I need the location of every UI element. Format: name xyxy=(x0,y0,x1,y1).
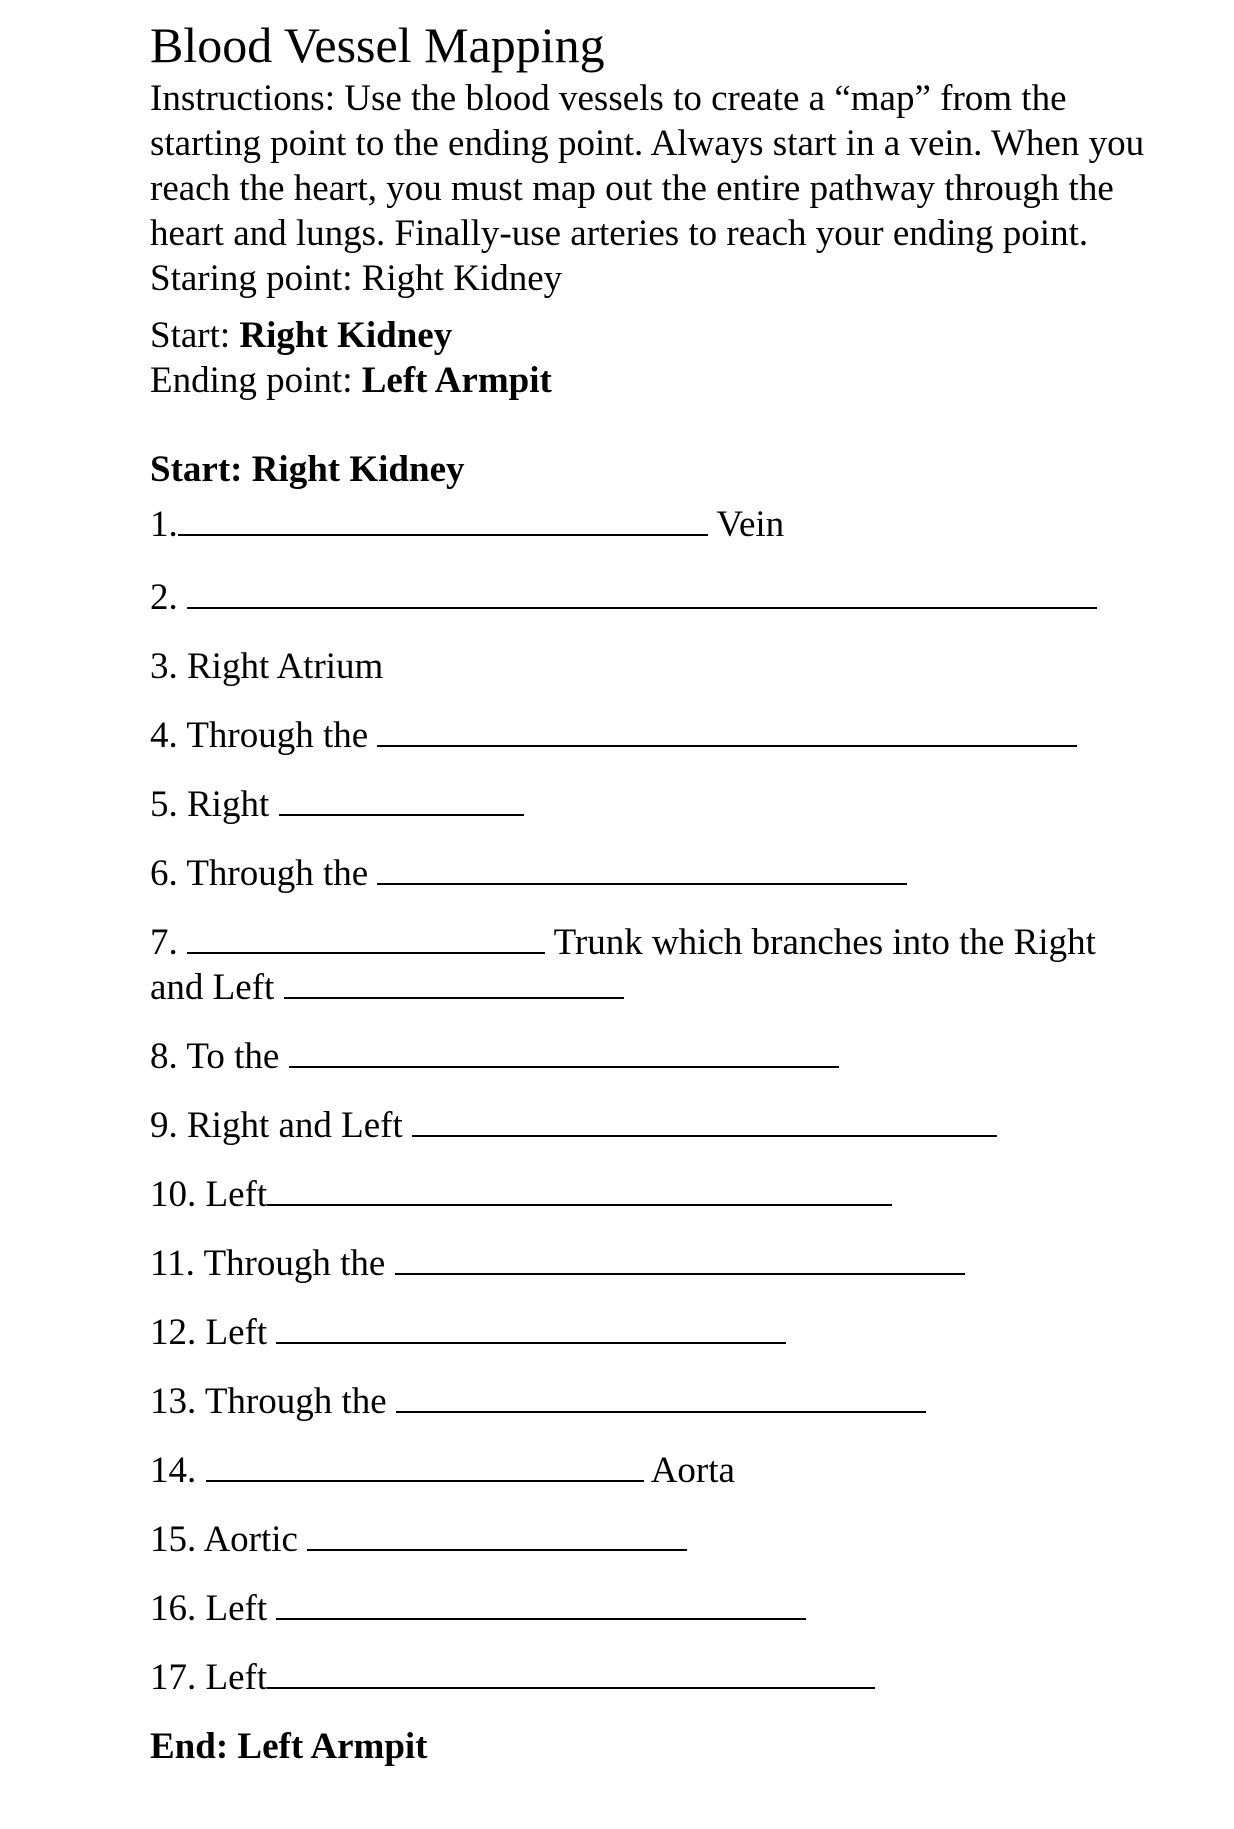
item-prefix: 9. Right and Left xyxy=(150,1105,413,1146)
answer-blank[interactable] xyxy=(267,1655,875,1689)
item-prefix: 6. Through the xyxy=(150,853,378,894)
instructions-text: Instructions: Use the blood vessels to create a “map” from the starting point to the ending point. Always start in a vein. When you reach the heart, you must map out the entire pathway through the heart and lungs. Finally-use arteries to reach your ending point. xyxy=(150,78,1145,254)
item-suffix: Vein xyxy=(707,504,785,545)
start-value: Right Kidney xyxy=(239,315,453,356)
list-item-7 xyxy=(150,920,1150,1010)
item-prefix: 17. Left xyxy=(150,1657,268,1698)
item-prefix: 13. Through the xyxy=(150,1381,396,1422)
list-item-13 xyxy=(150,1379,1150,1424)
ending-value: Left Armpit xyxy=(361,360,552,401)
worksheet xyxy=(150,14,1150,1769)
list-item-6 xyxy=(150,851,1150,896)
list-item-1 xyxy=(150,502,1150,547)
end-heading: End: Left Armpit xyxy=(150,1726,428,1767)
answer-blank[interactable] xyxy=(187,920,545,954)
item-number: 7. xyxy=(150,922,187,963)
item-prefix: 15. Aortic xyxy=(150,1519,308,1560)
item-prefix: 11. Through the xyxy=(150,1243,395,1284)
answer-blank[interactable] xyxy=(187,575,1097,609)
item-number: 2. xyxy=(150,577,187,618)
list-item-15 xyxy=(150,1517,1150,1562)
ending-point-line xyxy=(150,358,1150,403)
list-item-5 xyxy=(150,782,1150,827)
item-prefix: 10. Left xyxy=(150,1174,268,1215)
start-heading: Start: Right Kidney xyxy=(150,449,465,490)
item-prefix: 4. Through the xyxy=(150,715,378,756)
answer-blank[interactable] xyxy=(206,1448,644,1482)
answer-blank[interactable] xyxy=(377,851,907,885)
start-label: Start: xyxy=(150,315,240,356)
answer-blank[interactable] xyxy=(267,1172,892,1206)
page-title: Blood Vessel Mapping xyxy=(150,17,605,73)
answer-blank[interactable] xyxy=(377,713,1077,747)
answer-blank[interactable] xyxy=(178,502,708,536)
ending-label: Ending point: xyxy=(150,360,362,401)
pathway-list xyxy=(150,502,1150,1769)
item-prefix: 5. Right xyxy=(150,784,279,825)
answer-blank[interactable] xyxy=(276,1586,806,1620)
list-item-11 xyxy=(150,1241,1150,1286)
item-suffix: Aorta xyxy=(643,1450,735,1491)
answer-blank[interactable] xyxy=(289,1034,839,1068)
list-item-9 xyxy=(150,1103,1150,1148)
list-item-16 xyxy=(150,1586,1150,1631)
list-item-12 xyxy=(150,1310,1150,1355)
item-number: 1. xyxy=(150,504,178,545)
list-item-14 xyxy=(150,1448,1150,1493)
list-item-3: 3. Right Atrium xyxy=(150,646,384,687)
answer-blank[interactable] xyxy=(279,782,524,816)
item-prefix: 16. Left xyxy=(150,1588,277,1629)
answer-blank[interactable] xyxy=(412,1103,997,1137)
list-item-17 xyxy=(150,1655,1150,1700)
list-item-4 xyxy=(150,713,1150,758)
answer-blank[interactable] xyxy=(276,1310,786,1344)
answer-blank[interactable] xyxy=(396,1379,926,1413)
answer-blank[interactable] xyxy=(307,1517,687,1551)
item-prefix: 12. Left xyxy=(150,1312,277,1353)
item-mid: Trunk which branches into the Right and Left xyxy=(150,922,1096,1008)
item-prefix: 8. To the xyxy=(150,1036,289,1077)
item-number: 14. xyxy=(150,1450,206,1491)
answer-blank[interactable] xyxy=(284,965,624,999)
start-line xyxy=(150,313,1150,358)
list-item-10 xyxy=(150,1172,1150,1217)
list-item-8 xyxy=(150,1034,1150,1079)
staring-point-line: Staring point: Right Kidney xyxy=(150,258,563,299)
answer-blank[interactable] xyxy=(395,1241,965,1275)
list-item-2 xyxy=(150,575,1150,620)
